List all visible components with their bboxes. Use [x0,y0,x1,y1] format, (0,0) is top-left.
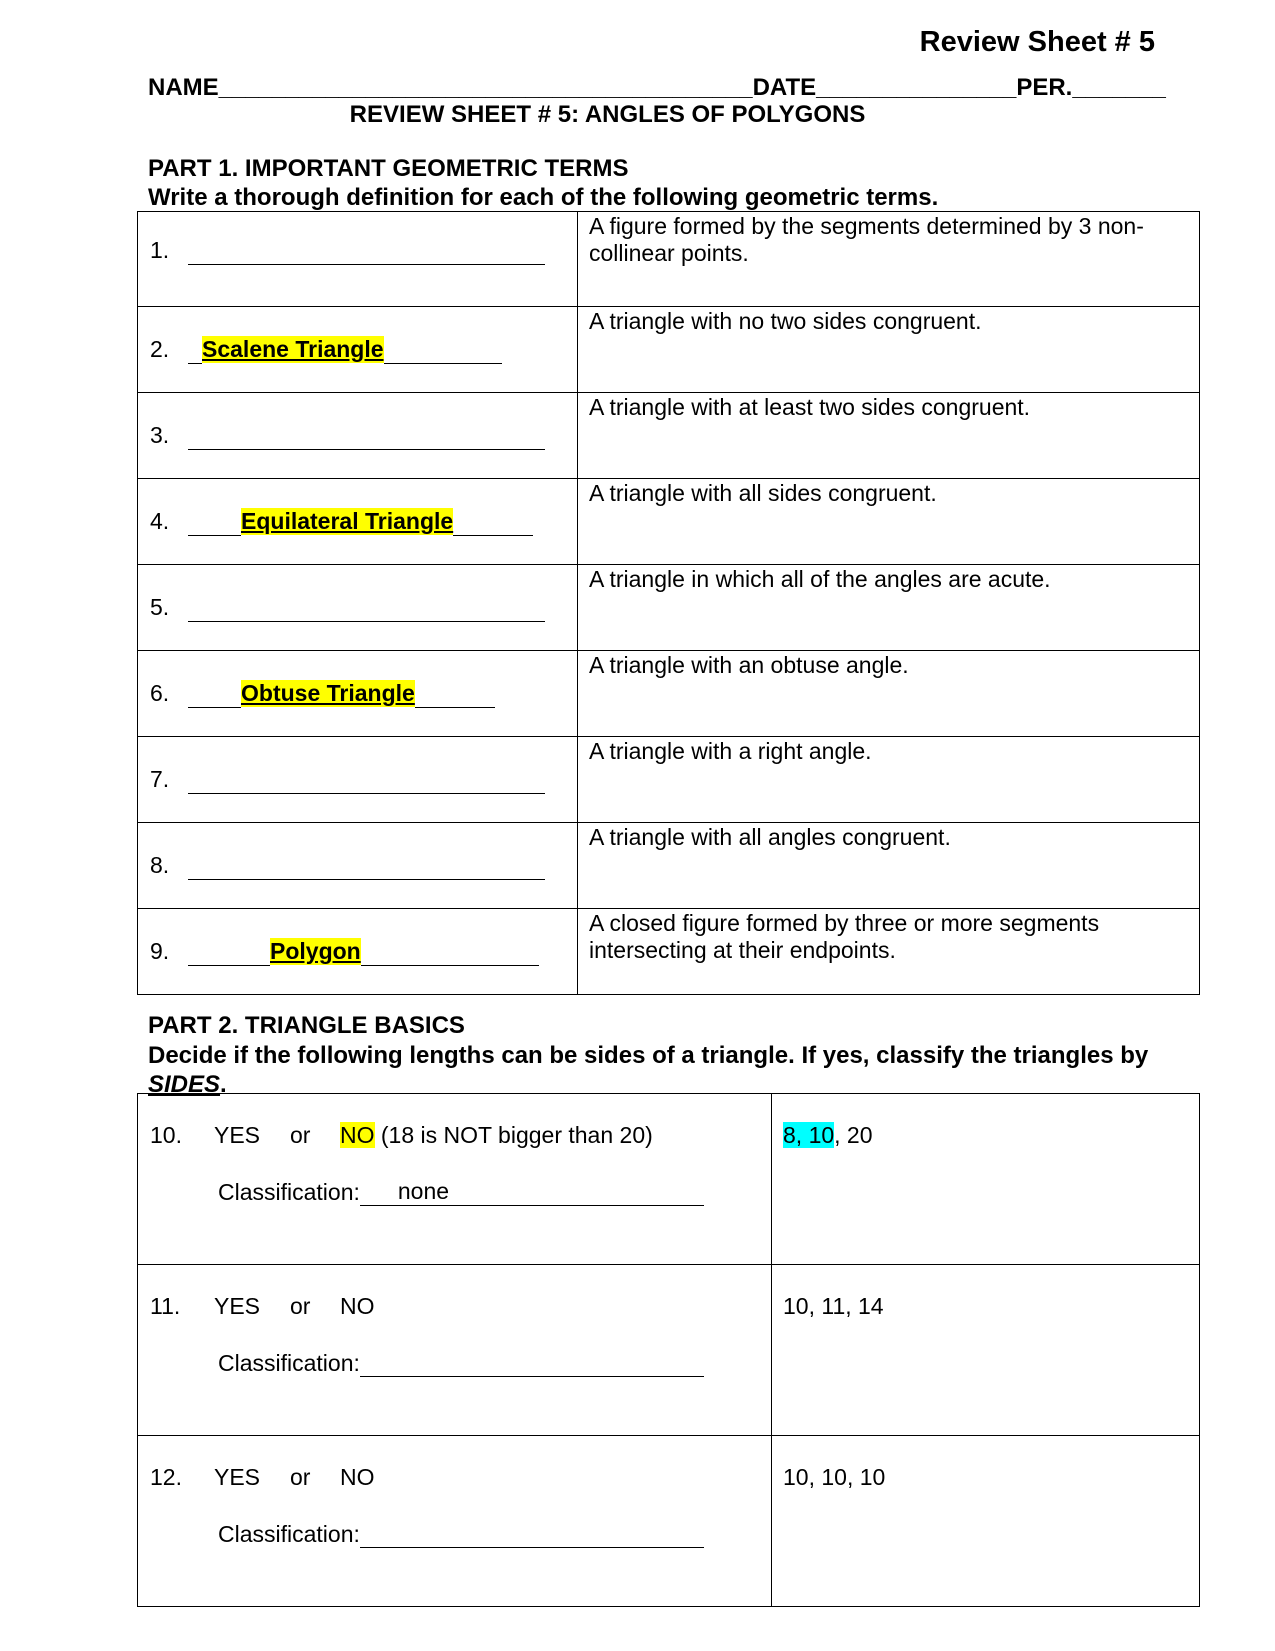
or-label: or [290,1464,311,1490]
term-blank-trail [415,679,495,708]
term-number: 9. [150,938,170,964]
triangle-row [138,1265,1200,1436]
classification-label: Classification: [218,1179,360,1205]
corner-title: Review Sheet # 5 [919,26,1155,58]
term-answer: Obtuse Triangle [241,680,415,706]
term-blank-lead [188,679,241,708]
question-number: 11. [150,1293,181,1319]
term-row [138,737,1200,823]
classification-field[interactable] [360,1178,704,1206]
part2-instructions [148,1041,1198,1099]
yes-option[interactable]: YES [214,1122,261,1148]
term-row [138,479,1200,565]
term-row [138,307,1200,393]
term-answer: Polygon [270,938,361,964]
term-definition: A triangle in which all of the angles are acute. [578,565,1200,651]
term-number: 8. [150,852,170,878]
term-answer-cell[interactable] [138,737,578,823]
classification-field[interactable] [360,1349,704,1377]
part1-title: PART 1. IMPORTANT GEOMETRIC TERMS [148,155,629,182]
question-number: 10. [150,1122,182,1148]
term-definition: A triangle with all angles congruent. [578,823,1200,909]
term-number: 2. [150,336,170,362]
term-blank[interactable] [188,236,545,265]
side-lengths-cell [772,1094,1200,1265]
or-label: or [290,1122,311,1148]
term-blank-trail [453,507,533,536]
term-answer-cell[interactable] [138,212,578,307]
term-blank[interactable] [188,421,545,450]
term-number: 1. [150,236,170,263]
triangle-table [137,1093,1200,1607]
triangle-question-cell [138,1436,772,1607]
term-answer-cell[interactable] [138,909,578,995]
part2-instructions-text: Decide if the following lengths can be sides of a triangle. If yes, classify the triangles by [148,1042,1149,1069]
term-blank-lead [188,507,241,536]
term-row [138,909,1200,995]
term-definition: A triangle with no two sides congruent. [578,307,1200,393]
sheet-title [0,101,1275,129]
triangle-question-cell [138,1265,772,1436]
term-definition: A figure formed by the segments determined by 3 non-collinear points. [578,212,1200,307]
question-number: 12. [150,1464,182,1490]
part1-instructions: Write a thorough definition for each of the following geometric terms. [148,184,939,211]
term-row [138,823,1200,909]
classification-value: none [397,1178,450,1204]
classification-label: Classification: [218,1350,360,1376]
part2-instructions-emphasis: SIDES [148,1071,221,1098]
term-blank-lead [188,937,270,966]
no-option[interactable]: NO [340,1464,375,1490]
triangle-row [138,1436,1200,1607]
term-definition: A closed figure formed by three or more segments intersecting at their endpoints. [578,909,1200,995]
side-lengths-cell [772,1436,1200,1607]
triangle-row [138,1094,1200,1265]
term-answer-cell[interactable] [138,823,578,909]
question-note: (18 is NOT bigger than 20) [374,1122,653,1148]
term-blank[interactable] [188,593,545,622]
term-answer-cell[interactable] [138,393,578,479]
terms-table [137,211,1200,995]
term-blank-trail [361,937,539,966]
term-answer-cell[interactable] [138,479,578,565]
term-definition: A triangle with an obtuse angle. [578,651,1200,737]
term-blank-trail [384,335,502,364]
classification-field[interactable] [360,1520,704,1548]
term-answer-cell[interactable] [138,651,578,737]
term-row [138,212,1200,307]
yes-option[interactable]: YES [214,1293,261,1319]
part2-instructions-end: . [220,1071,227,1098]
or-label: or [290,1293,311,1319]
term-blank[interactable] [188,765,545,794]
classification-label: Classification: [218,1521,360,1547]
term-answer: Equilateral Triangle [241,508,454,534]
sheet-title-text: REVIEW SHEET # 5: ANGLES OF POLYGONS [349,101,866,128]
term-definition: A triangle with at least two sides congruent. [578,393,1200,479]
side-lengths: 10, 11, 14 [783,1293,884,1319]
yes-option[interactable]: YES [214,1464,261,1490]
triangle-question-cell [138,1094,772,1265]
term-blank[interactable] [188,851,545,880]
term-definition: A triangle with all sides congruent. [578,479,1200,565]
side-lengths: 10, 10, 10 [783,1464,886,1490]
term-definition: A triangle with a right angle. [578,737,1200,823]
no-option[interactable]: NO [340,1122,375,1148]
term-number: 5. [150,594,170,620]
part2-title: PART 2. TRIANGLE BASICS [148,1012,465,1039]
term-row [138,565,1200,651]
name-date-period-line[interactable]: NAME________________________________________DATE_______________PER._______ [148,74,1166,101]
side-lengths-highlighted: 8, 10 [783,1122,835,1148]
term-answer-cell[interactable] [138,565,578,651]
term-blank-lead [188,335,202,364]
term-answer-cell[interactable] [138,307,578,393]
side-lengths-cell [772,1265,1200,1436]
term-row [138,393,1200,479]
term-number: 7. [150,766,170,792]
term-answer: Scalene Triangle [202,336,384,362]
side-lengths: , 20 [834,1122,873,1148]
no-option[interactable]: NO [340,1293,375,1319]
term-number: 3. [150,422,170,448]
term-number: 6. [150,680,170,706]
term-row [138,651,1200,737]
term-number: 4. [150,508,170,534]
